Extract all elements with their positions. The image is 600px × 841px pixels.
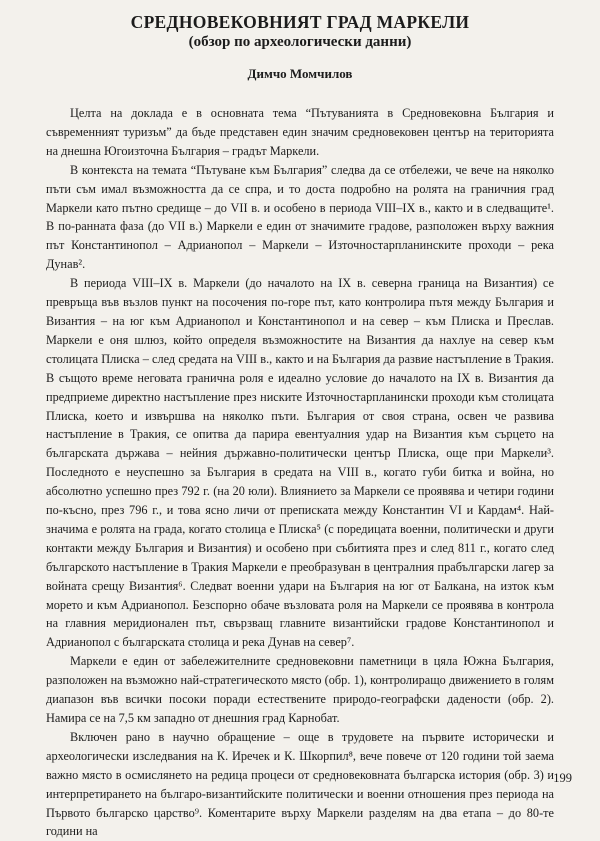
article-subtitle: (обзор по археологически данни)	[188, 34, 412, 50]
paragraph: В контекста на темата “Пътуване към България” следва да се отбележи, че вече на няколко пъти съм имал възможността да се спра, и то доста подробно на ролята на граничния град Маркели като пътно средище – до VII в. и особено в периода VIII–IX в., както и в следващите¹. В по-ранната фаза (до VII в.) Маркели е един от значимите градове, разположен върху важния път Константинопол – Адрианопол – Маркели – Източностарпланинските проходи – река Дунав².	[46, 162, 554, 272]
paragraph: В периода VIII–IX в. Маркели (до началото на IX в. северна граница на Византия) се превръща във възлов пункт на посочения по-горе път, като контролира пътя между България и Византия – на юг към Адрианопол и Константинопол и на север – към Плиска и Преслав. Маркели е оня шлюз, който определя възможностите на Византия да нахлуе на север към столицата Плиска – след средата на VIII в., както и на България да развие настъпление в Тракия. В същото време неговата гранична роля е идеално условие до началото на IX в. Византия да предприеме директно настъпление през ниските Източностарпланински проходи към столицата Плиска, което и извършва на няколко пъти. България от своя страна, освен че развива настъпление в Тракия, се опитва да парира евентуалния удар на Византия към сърцето на българската държава – нейния държавно-политически център Плиска, още при Маркели³. Последното е неуспешно за България в средата на VIII в., когато губи битка и война, но абсолютно успешно през 792 г. (на 20 юли). Влиянието за Маркели се проявява и четири години по-късно, през 796 г., и това ясно личи от преписката между Константин VI и Кардам⁴. Най-значима е ролята на града, когато столица е Плиска⁵ (с поредицата военни, политически и други контакти между България и Византия) и особено при събитията през и след 811 г., когато след българското настъпление в Тракия Маркели е преобразуван в централния прабългарски лагер за войната срещу Византия⁶. Следват военни удари на България на юг от Балкана, на изток към морето и към Адрианопол. Безспорно обаче възловата роля на Маркели се проявява в контрола на главния меридионален път, свързващ главните византийски градове Константинопол и Адрианопол с българската столица и река Дунав на север⁷.	[46, 276, 554, 650]
paragraph: Включен рано в научно обращение – още в трудовете на първите исторически и археологически изследвания на К. Иречек и К. Шкорпил⁸, вече повече от 120 години той заема важно място в осмислянето на редица процеси от средновековната българска история (обр. 3) и интерпретирането на българо-византийските политически и военни отношения през периода на Първото българско царство⁹. Коментарите върху Маркели разделям на два етапа – до 80-те години на	[46, 729, 554, 839]
article-body	[46, 104, 554, 841]
article-title: СРЕДНОВЕКОВНИЯТ ГРАД МАРКЕЛИ	[130, 12, 470, 32]
author-name: Димчо Момчилов	[247, 66, 353, 81]
paragraph: Маркели е един от забележителните средновековни паметници в цяла Южна България, разположен на възможно най-стратегическото място (обр. 1), контролиращо движението в голям диапазон във всички посоки поради естествените природо-географски дадености (обр. 2). Намира се на 7,5 км западно от днешния град Карнобат.	[46, 654, 554, 725]
paragraph: Целта на доклада е в основната тема “Пътуванията в Средновековна България и съвременният туризъм” да бъде представен един значим средновековен център на територията на днешна Югоизточна България – градът Маркели.	[46, 106, 554, 158]
page-number: 199	[553, 771, 572, 785]
